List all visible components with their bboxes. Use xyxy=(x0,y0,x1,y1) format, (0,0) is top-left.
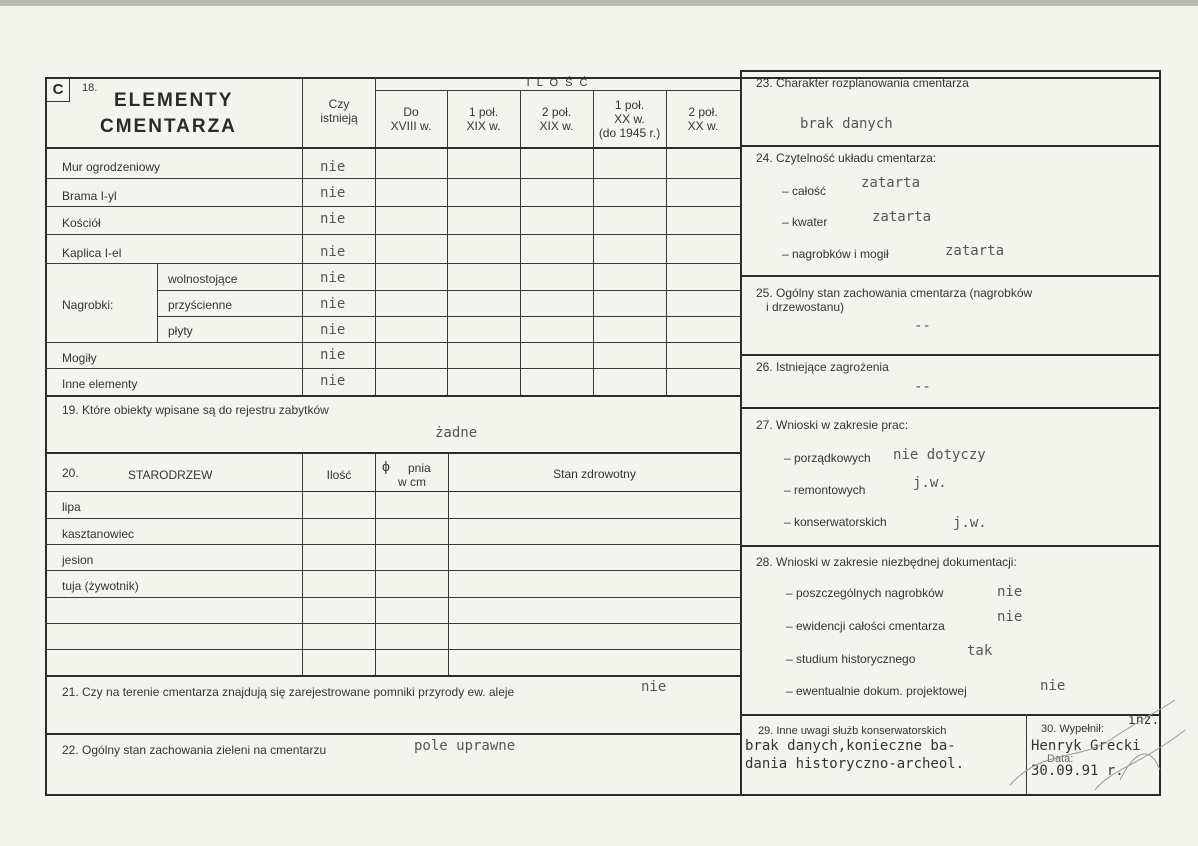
tree-row-line xyxy=(45,649,741,650)
row-line xyxy=(157,290,741,291)
q28-label: 28. Wnioski w zakresie niezbędnej dokumentacji: xyxy=(756,555,1017,569)
q25-label-l2: i drzewostanu) xyxy=(766,300,845,314)
tree-col-line xyxy=(448,454,449,675)
q27-item-value: j.w. xyxy=(953,515,987,531)
row-line xyxy=(45,206,741,207)
q23-label: 23. Charakter rozplanowania cmentarza xyxy=(756,76,969,90)
signature-scribble xyxy=(1000,690,1190,800)
q22-label: 22. Ogólny stan zachowania zieleni na cmentarzu xyxy=(62,743,327,757)
q29-label: 29. Inne uwagi służb konserwatorskich xyxy=(758,725,947,737)
q30-label: 30. Wypełnił: xyxy=(1041,723,1104,735)
diameter-symbol: ϕ xyxy=(382,458,390,474)
tree-row-line xyxy=(45,623,741,624)
q28-item-value: tak xyxy=(967,643,993,659)
row-line xyxy=(157,316,741,317)
q21-label: 21. Czy na terenie cmentarza znajdują się zarejestrowane pomniki przyrody ew. aleje xyxy=(62,685,515,699)
period-2-l2: XIX w. xyxy=(466,119,501,133)
title-line1: ELEMENTY xyxy=(114,90,234,111)
q28-item-value: nie xyxy=(997,584,1023,600)
element-value: nie xyxy=(320,373,346,389)
period-3-l2: XIX w. xyxy=(539,119,574,133)
period-4-l2: XX w. xyxy=(614,112,645,126)
tree-col-line xyxy=(302,454,303,675)
q29-value-l1: brak danych,konieczne ba- xyxy=(745,738,956,754)
frame-left xyxy=(45,77,47,796)
tree-row-line xyxy=(45,518,741,519)
q27-label: 27. Wnioski w zakresie prac: xyxy=(756,418,909,432)
period-1-l2: XVIII w. xyxy=(390,119,432,133)
ilosc-underline xyxy=(375,90,741,91)
col-line-p3 xyxy=(520,90,521,396)
starodrzew-col-qty: Ilość xyxy=(326,468,352,482)
element-value: nie xyxy=(320,244,346,260)
tree-row-line xyxy=(45,597,741,598)
element-label: Brama I-yl xyxy=(62,189,117,203)
q24-label: 24. Czytelność układu cmentarza: xyxy=(756,151,937,165)
tree-row-line xyxy=(45,570,741,571)
row-line xyxy=(45,263,741,264)
q24-item-value: zatarta xyxy=(861,175,921,191)
element-value: nie xyxy=(320,185,346,201)
q30-date: 30.09.91 r. xyxy=(1031,763,1124,779)
element-label: Mur ogrodzeniowy xyxy=(62,160,161,174)
element-label: wolnostojące xyxy=(168,272,238,286)
q26-value: -- xyxy=(914,379,931,395)
element-value: nie xyxy=(320,211,346,227)
section-line-22 xyxy=(45,733,741,735)
q27-item-value: j.w. xyxy=(913,475,947,491)
section-line-19 xyxy=(45,395,741,397)
nagrobki-label: Nagrobki: xyxy=(62,298,114,312)
q30-name: Henryk Grecki xyxy=(1031,738,1141,754)
col-line-p5 xyxy=(666,90,667,396)
starodrzew-col-diam-l2: w cm xyxy=(398,475,426,489)
tree-label: tuja (żywotnik) xyxy=(62,579,139,593)
element-label: przyścienne xyxy=(168,298,233,312)
tree-row-line xyxy=(45,544,741,545)
frame-bottom xyxy=(45,794,1160,796)
header-bottom xyxy=(45,147,741,149)
q22-value: pole uprawne xyxy=(414,738,516,754)
section-line-25 xyxy=(740,275,1160,277)
section-line-27 xyxy=(740,407,1160,409)
period-4-l1: 1 poł. xyxy=(614,98,645,112)
q28-item-value: nie xyxy=(1040,678,1066,694)
col-line-exists xyxy=(302,78,303,396)
col-line-p2 xyxy=(447,90,448,396)
starodrzew-col-diam-l1: pnia xyxy=(408,461,431,475)
element-value: nie xyxy=(320,347,346,363)
q23-value: brak danych xyxy=(800,116,893,132)
q25-value: -- xyxy=(914,318,931,334)
q27-item-label: – remontowych xyxy=(784,483,866,497)
tree-label: jesion xyxy=(62,553,94,567)
row-line xyxy=(45,234,741,235)
section-line-26 xyxy=(740,354,1160,356)
element-label: Kaplica I-el xyxy=(62,246,122,260)
element-value: nie xyxy=(320,159,346,175)
row-line xyxy=(45,178,741,179)
q24-item-label: – nagrobków i mogił xyxy=(782,247,889,261)
q19-value: żadne xyxy=(435,425,478,441)
q28-item-label: – studium historycznego xyxy=(786,652,916,666)
period-4-l3: (do 1945 r.) xyxy=(598,126,661,140)
frame-top-right xyxy=(740,70,1160,72)
top-edge xyxy=(0,0,1198,6)
element-label: Kościół xyxy=(62,216,101,230)
section-number-18: 18. xyxy=(82,82,98,94)
col-exists-l1: Czy xyxy=(328,97,350,111)
q19-label: 19. Które obiekty wpisane są do rejestru zabytków xyxy=(62,403,329,417)
q28-item-label: – ewidencji całości cmentarza xyxy=(786,619,945,633)
period-5-l1: 2 poł. xyxy=(688,105,718,119)
row-line xyxy=(45,368,741,369)
element-value: nie xyxy=(320,296,346,312)
row-line xyxy=(45,342,741,343)
q24-item-label: – kwater xyxy=(782,215,828,229)
q21-value: nie xyxy=(641,679,667,695)
title-line2: CMENTARZA xyxy=(100,116,237,137)
q24-item-value: zatarta xyxy=(872,209,932,225)
col-exists-l2: istnieją xyxy=(320,111,358,125)
element-label: Mogiły xyxy=(62,351,97,365)
frame-right xyxy=(1159,70,1161,796)
q28-item-label: – poszczególnych nagrobków xyxy=(786,586,944,600)
q24-item-value: zatarta xyxy=(945,243,1005,259)
tree-label: lipa xyxy=(62,500,81,514)
starodrzew-number: 20. xyxy=(62,466,79,480)
q26-label: 26. Istniejące zagrożenia xyxy=(756,360,889,374)
q25-label-l1: 25. Ogólny stan zachowania cmentarza (nagrobków xyxy=(756,286,1033,300)
element-label: Inne elementy xyxy=(62,377,138,391)
section-line-20 xyxy=(45,452,741,454)
element-value: nie xyxy=(320,270,346,286)
element-value: nie xyxy=(320,322,346,338)
frame-middle xyxy=(740,72,742,796)
starodrzew-col-health: Stan zdrowotny xyxy=(553,467,636,481)
section-line-24 xyxy=(740,145,1160,147)
q30-title: inż. xyxy=(1128,713,1160,728)
q24-item-label: – całość xyxy=(782,184,827,198)
section-line-21 xyxy=(45,675,741,677)
card-letter-box: C xyxy=(46,78,70,102)
period-5-l2: XX w. xyxy=(687,119,719,133)
element-label: płyty xyxy=(168,324,193,338)
section-line-28 xyxy=(740,545,1160,547)
period-1-l1: Do xyxy=(403,105,419,119)
q28-item-label: – ewentualnie dokum. projektowej xyxy=(786,684,967,698)
q27-item-label: – porządkowych xyxy=(784,451,871,465)
q27-item-label: – konserwatorskich xyxy=(784,515,887,529)
q29-value-l2: dania historyczno-archeol. xyxy=(745,756,965,772)
ilosc-header: I L O Ś Ć xyxy=(526,77,590,89)
tree-label: kasztanowiec xyxy=(62,527,135,541)
q30-date-label: Data: xyxy=(1047,753,1074,765)
tree-header-line xyxy=(45,491,741,492)
q27-item-value: nie dotyczy xyxy=(893,447,986,463)
nagrobki-divider xyxy=(157,263,158,342)
period-3-l1: 2 poł. xyxy=(541,105,572,119)
starodrzew-title: STARODRZEW xyxy=(128,468,213,482)
period-2-l1: 1 poł. xyxy=(468,105,499,119)
q28-item-value: nie xyxy=(997,609,1023,625)
